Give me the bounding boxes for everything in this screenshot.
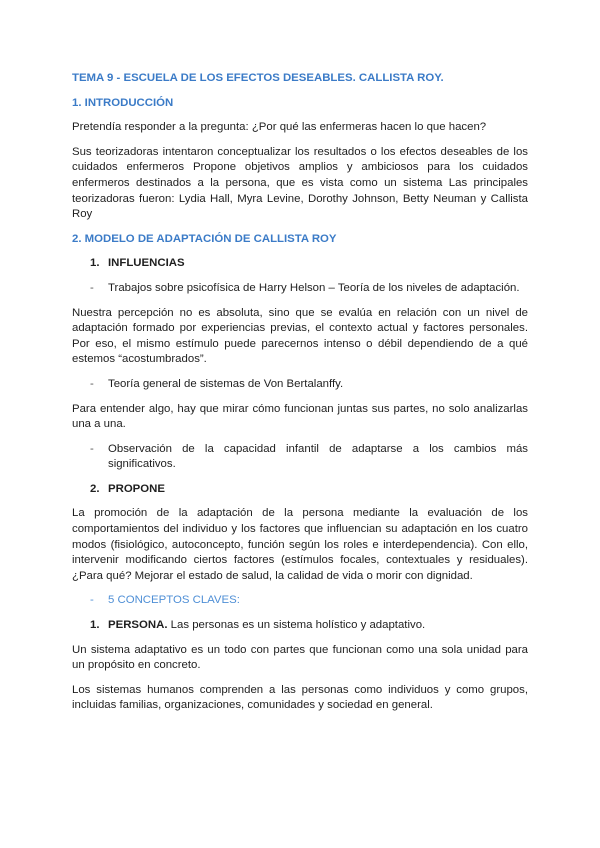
subheading-propone (90, 482, 528, 498)
list-number: 2. (90, 482, 100, 495)
paragraph: La promoción de la adaptación de la persona mediante la evaluación de los comportamientos del individuo y los factores que influencian su adaptación en los cuatro modos (fisiológico, autoconcepto, función según los roles e interdependencia). Con ello, intervenir modificando ciertos factores (estímulos focales, contextuales y residuales). ¿Para qué? Mejorar el estado de salud, la calidad de vida o morir con dignidad. (72, 507, 528, 582)
subheading-label: PROPONE (108, 482, 165, 495)
list-item (90, 377, 528, 393)
subheading-influencias (90, 256, 528, 272)
list-number: 1. (90, 619, 100, 632)
subheading-label: INFLUENCIAS (108, 257, 185, 270)
list-item-text: 5 CONCEPTOS CLAVES: (108, 594, 240, 607)
section-heading-introduccion: 1. INTRODUCCIÓN (72, 96, 174, 109)
paragraph: Sus teorizadoras intentaron conceptualizar los resultados o los efectos deseables de los cuidados enfermeros Propone objetivos amplios y ambiciosos para los cuidados enfermeros destinados a la persona, que es vista como un sistema Las principales teorizadoras fueron: Lydia Hall, Myra Levine, Dorothy Johnson, Betty Neuman y Callista Roy (72, 145, 528, 221)
paragraph: Un sistema adaptativo es un todo con partes que funcionan como una sola unidad para un propósito en concreto. (72, 643, 528, 672)
paragraph: Nuestra percepción no es absoluta, sino que se evalúa en relación con un nivel de adaptación formado por experiencias previas, el contexto actual y factores personales. Por eso, el mismo estímulo puede parecernos intenso o débil dependiendo de a qué estemos “acostumbrados”. (72, 306, 528, 366)
list-item (90, 281, 528, 297)
term-definition: Las personas es un sistema holístico y adaptativo. (167, 619, 426, 632)
list-item-conceptos (90, 593, 528, 609)
dash-bullet-icon: - (90, 594, 94, 607)
paragraph: Pretendía responder a la pregunta: ¿Por qué las enfermeras hacen lo que hacen? (72, 121, 487, 134)
dash-bullet-icon: - (90, 442, 94, 455)
list-number: 1. (90, 257, 100, 270)
numbered-item-text (108, 618, 425, 634)
list-item-text: Trabajos sobre psicofísica de Harry Helson – Teoría de los niveles de adaptación. (108, 281, 520, 294)
section-heading-modelo: 2. MODELO DE ADAPTACIÓN DE CALLISTA ROY (72, 232, 337, 245)
page-title: TEMA 9 - ESCUELA DE LOS EFECTOS DESEABLES. CALLISTA ROY. (72, 72, 444, 84)
numbered-item-persona (90, 618, 528, 634)
paragraph: Los sistemas humanos comprenden a las personas como individuos y como grupos, incluidas familias, organizaciones, comunidades y sociedad en general. (72, 683, 528, 712)
dash-bullet-icon: - (90, 377, 94, 390)
paragraph: Para entender algo, hay que mirar cómo funcionan juntas sus partes, no solo analizarlas una a una. (72, 402, 528, 431)
list-item-text: Observación de la capacidad infantil de adaptarse a los cambios más significativos. (108, 442, 528, 471)
dash-bullet-icon: - (90, 281, 94, 294)
term-label: PERSONA. (108, 619, 168, 632)
list-item-text: Teoría general de sistemas de Von Bertalanffy. (108, 377, 344, 390)
list-item (90, 442, 528, 473)
